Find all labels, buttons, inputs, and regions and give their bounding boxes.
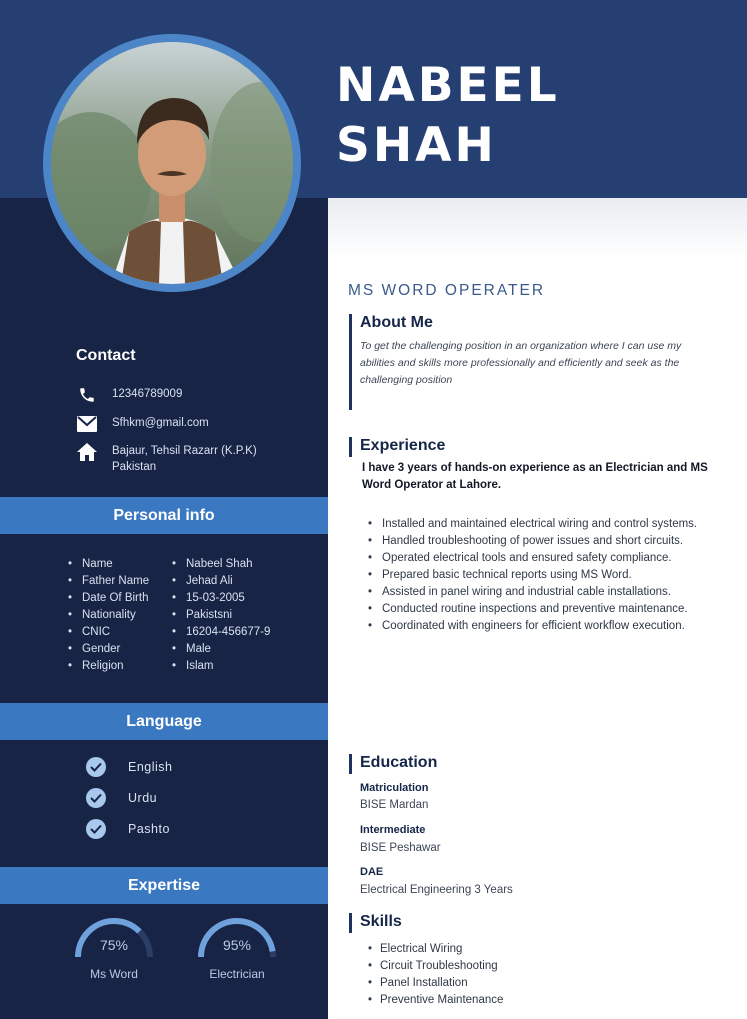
personal-info-values [172,556,270,675]
skill-item: • Electrical Wiring [366,941,503,958]
experience-item: • Coordinated with engineers for efficient workflow execution. [366,618,706,635]
experience-item: • Operated electrical tools and ensured safety compliance. [366,550,706,567]
info-value: • Jehad Ali [172,573,270,590]
address-line-2: Pakistan [112,461,157,473]
first-name: NABEEL [336,58,560,113]
email-address: Sfhkm@gmail.com [112,417,209,429]
education-institute: BISE Peshawar [360,842,441,854]
address-line-1: Bajaur, Tehsil Razarr (K.P.K) [112,445,257,457]
gauge-percent: 95% [222,937,252,953]
education-degree: Matriculation [360,782,429,794]
skills-heading: Skills [360,913,402,930]
education-degree: DAE [360,866,384,878]
about-text: To get the challenging position in an organization where I can use my abilities and skills more professionally and efficiently and seek as the challenging position [360,340,682,386]
personal-info-heading: Personal info [0,497,328,534]
info-label: • Religion [68,658,149,675]
info-label: • Name [68,556,149,573]
skills-list [366,941,503,1009]
language-name: Urdu [128,791,158,805]
about-divider [349,314,352,410]
gauge-label: Electrician [209,967,265,981]
expertise-gauge [74,917,154,987]
expertise-gauge [197,917,277,987]
language-name: Pashto [128,822,170,836]
contact-address [76,443,257,475]
info-value: • 16204-456677-9 [172,624,270,641]
check-icon [86,757,106,777]
skills-divider [349,913,352,933]
language-heading: Language [0,703,328,740]
experience-item: • Handled troubleshooting of power issues and short circuits. [366,533,706,550]
experience-list [366,516,706,635]
experience-item: • Conducted routine inspections and preventive maintenance. [366,601,706,618]
contact-phone [76,386,182,404]
check-icon [86,788,106,808]
language-item [86,788,157,808]
skill-item: • Panel Installation [366,975,503,992]
info-label: • Nationality [68,607,149,624]
full-name [336,56,560,176]
info-value: • Nabeel Shah [172,556,270,573]
experience-divider [349,437,352,457]
personal-info-labels [68,556,149,675]
language-item [86,819,170,839]
contact-email [76,415,209,433]
education-divider [349,754,352,774]
contact-heading: Contact [76,347,136,364]
expertise-heading: Expertise [0,867,328,904]
experience-item: • Prepared basic technical reports using MS Word. [366,567,706,584]
mail-icon [76,415,98,433]
education-institute: BISE Mardan [360,799,429,811]
language-name: English [128,760,173,774]
info-label: • Date Of Birth [68,590,149,607]
phone-number: 12346789009 [112,388,183,400]
language-item [86,757,173,777]
gauge-percent: 75% [99,937,129,953]
experience-intro: I have 3 years of hands-on experience as an Electrician and MS Word Operator at Lahore. [362,462,708,491]
last-name: SHAH [336,118,497,173]
phone-icon [76,386,98,404]
address [112,443,257,475]
about-heading: About Me [360,314,433,331]
skill-item: • Preventive Maintenance [366,992,503,1009]
check-icon [86,819,106,839]
experience-item: • Assisted in panel wiring and industrial cable installations. [366,584,706,601]
info-label: • Father Name [68,573,149,590]
skill-item: • Circuit Troubleshooting [366,958,503,975]
info-label: • CNIC [68,624,149,641]
info-label: • Gender [68,641,149,658]
home-icon [76,443,98,461]
info-value: • 15-03-2005 [172,590,270,607]
info-value: • Islam [172,658,270,675]
profile-photo [51,42,293,284]
gauge-label: Ms Word [90,967,138,981]
experience-item: • Installed and maintained electrical wiring and control systems. [366,516,706,533]
education-institute: Electrical Engineering 3 Years [360,884,513,896]
education-heading: Education [360,754,438,771]
info-value: • Male [172,641,270,658]
education-degree: Intermediate [360,824,426,836]
experience-heading: Experience [360,437,446,454]
info-value: • Pakistsni [172,607,270,624]
job-title: MS WORD OPERATER [348,282,546,299]
